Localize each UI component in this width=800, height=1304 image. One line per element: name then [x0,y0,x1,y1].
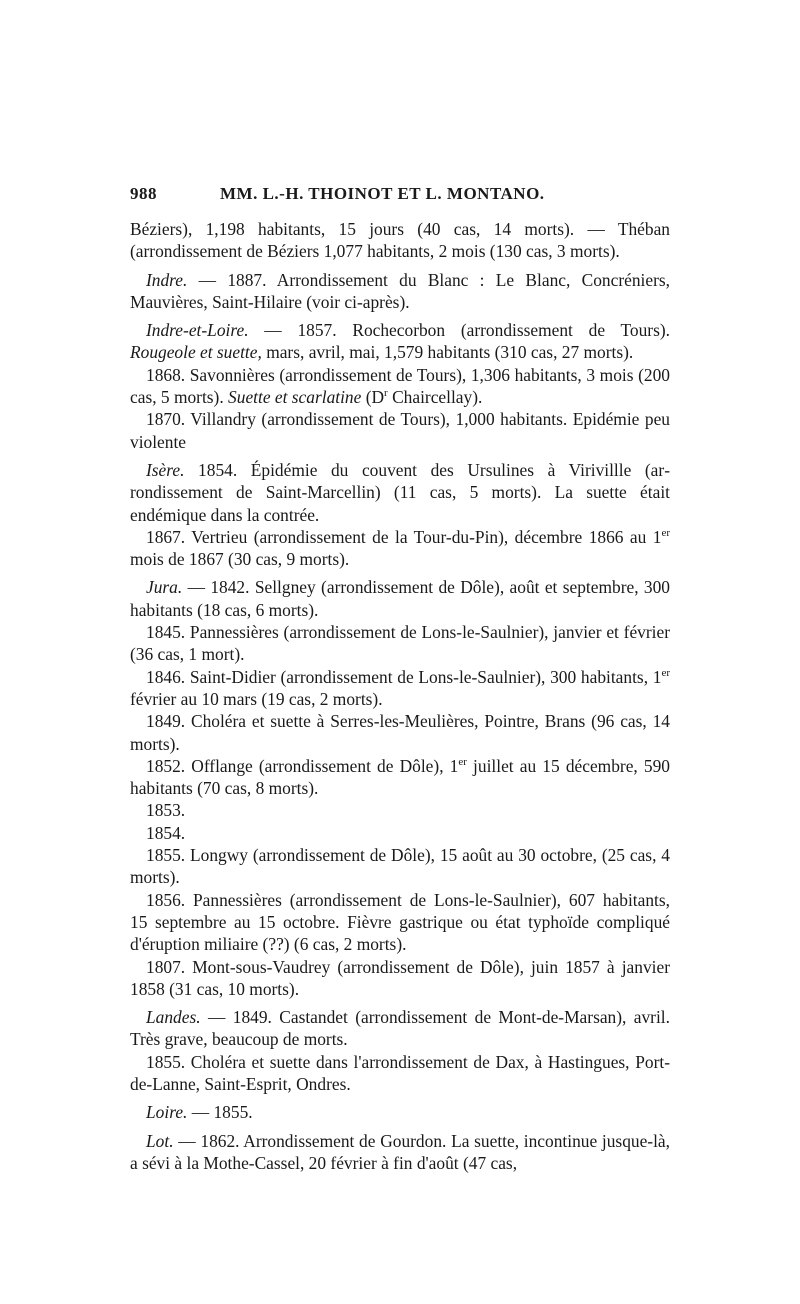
entry-paragraph [130,218,670,263]
section-paragraph [130,319,670,364]
superscript: er [661,527,670,540]
page-header [130,184,670,204]
entry-paragraph [130,799,670,821]
section-paragraph [130,1130,670,1175]
text-run: 1867. Vertrieu (arrondissement de la Tour-du-Pin), décembre 1866 au 1 [146,526,662,547]
running-title: MM. L.-H. THOINOT ET L. MONTANO. [220,184,545,203]
text-run: mois de 1867 (30 cas, 9 morts). [130,549,350,570]
text-run: juillet au 15 décembre, 590 habitants (70 cas, 8 morts). [130,755,670,799]
text-run: 1856. Pannessières (arrondissement de Lons-le-Saulnier), 607 habitants, 15 septembre au 15 octobre. Fièvre gastrique ou état typhoïde compliqué d'éruption miliaire (??) (6 cas, 2 morts). [130,889,670,955]
italic-run: Jura. [146,577,183,598]
superscript: er [661,666,670,679]
text-run: 1846. Saint-Didier (arrondissement de Lons-le-Saulnier), 300 habitants, 1 [146,666,662,687]
section-paragraph [130,269,670,314]
text-run: 1853. [146,800,186,821]
italic-run: Suette et scarlatine [228,387,362,408]
italic-run: Loire. [146,1102,188,1123]
text-run: 1855. Choléra et suette dans l'arrondissement de Dax, à Hastingues, Port-de-Lanne, Saint-Esprit, Ondres. [130,1051,670,1094]
text-run: 1849. Choléra et suette à Serres-les-Meulières, Pointre, Brans (96 cas, 14 morts). [130,711,670,754]
document-page [130,184,670,1174]
entry-paragraph [130,755,670,800]
text-run: 1807. Mont-sous-Vaudrey (arrondissement de Dôle), juin 1857 à janvier 1858 (31 cas, 10 morts). [130,956,670,999]
superscript: r [384,387,388,400]
text-run: 1854. [146,822,186,843]
italic-run: Isère. [146,459,185,480]
text-run: — 1857. Rochecorbon (arrondissement de Tours). [248,320,670,341]
text-run: Béziers), 1,198 habitants, 15 jours (40 cas, 14 morts). — Théban (arrondissement de Béziers 1,077 habitants, 2 mois (130 cas, 3 morts). [130,219,670,262]
text-run: 1854. Épidémie du couvent des Ursulines à Virivillle (arrondissement de Saint-Marcellin) (11 cas, 5 morts). La suette était endémique dans la contrée. [130,459,670,525]
text-run: — 1887. Arrondissement du Blanc : Le Blanc, Concréniers, Mauvières, Saint-Hilaire (voir ci-après). [130,269,670,312]
entry-paragraph [130,408,670,453]
text-run: (D [361,387,385,408]
text-run: février au 10 mars (19 cas, 2 morts). [130,688,383,709]
text-run: mars, avril, mai, 1,579 habitants (310 cas, 27 morts). [261,342,634,363]
text-run: 1870. Villandry (arrondissement de Tours), 1,000 habitants. Epidémie peu violente [130,409,670,452]
entry-paragraph [130,1051,670,1096]
entry-paragraph [130,364,670,409]
italic-run: Indre. [146,269,188,290]
text-run: — 1849. Castandet (arrondissement de Mont-de-Marsan), avril. Très grave, beaucoup de morts. [130,1007,670,1050]
italic-run: Indre-et-Loire. [146,320,249,341]
text-run: — 1855. [187,1102,253,1123]
section-paragraph [130,1101,670,1123]
italic-run: Lot. [146,1130,174,1151]
text-run: 1852. Offlange (arrondissement de Dôle), 1 [146,755,459,776]
text-run: Chaircellay). [387,387,483,408]
italic-run: Landes. [146,1007,201,1028]
section-paragraph [130,1006,670,1051]
page-number: 988 [130,184,157,203]
italic-run: Rougeole et suette, [130,342,262,363]
entry-paragraph [130,956,670,1001]
entry-paragraph [130,822,670,844]
entry-paragraph [130,666,670,711]
body-text [130,218,670,1174]
entry-paragraph [130,526,670,571]
section-paragraph [130,459,670,526]
entry-paragraph [130,889,670,956]
entry-paragraph [130,844,670,889]
superscript: er [458,756,467,769]
entry-paragraph [130,621,670,666]
text-run: 1868. Savonnières (arrondissement de Tours), 1,306 habitants, 3 mois (200 cas, 5 morts). [130,364,670,408]
section-paragraph [130,576,670,621]
text-run: 1855. Longwy (arrondissement de Dôle), 15 août au 30 octobre, (25 cas, 4 morts). [130,845,670,888]
text-run: — 1842. Sellgney (arrondissement de Dôle), août et septembre, 300 habitants (18 cas, 6 morts). [130,577,670,620]
text-run: 1845. Pannessières (arrondissement de Lons-le-Saulnier), janvier et février (36 cas, 1 mort). [130,622,670,665]
entry-paragraph [130,710,670,755]
text-run: — 1862. Arrondissement de Gourdon. La suette, incontinue jusque-là, a sévi à la Mothe-Cassel, 20 février à fin d'août (47 cas, [130,1130,670,1173]
